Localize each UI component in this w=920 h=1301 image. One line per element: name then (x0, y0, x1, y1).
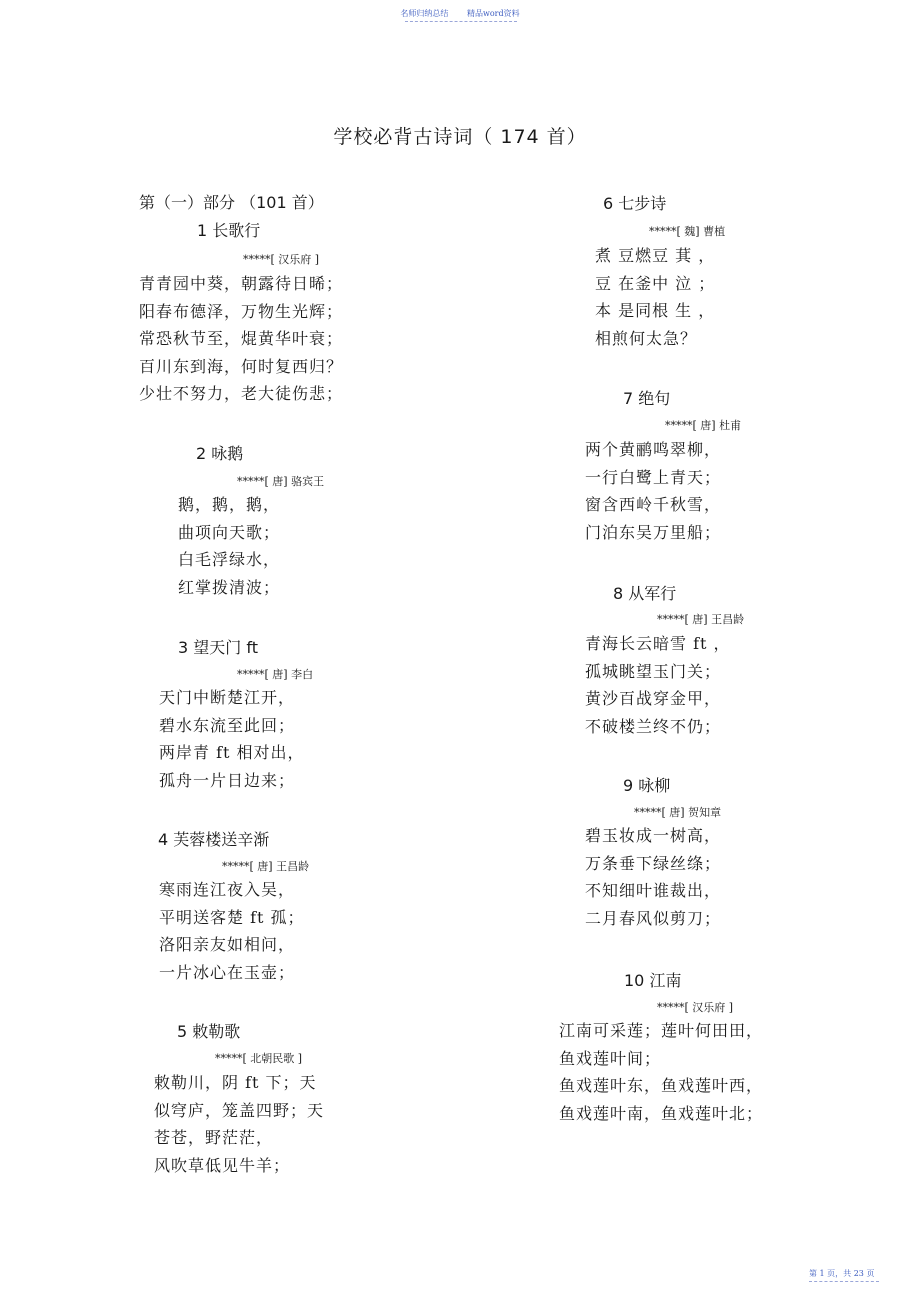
poem-line: 不知细叶谁裁出， (585, 881, 722, 900)
poem-line: 两个黄鹂鸣翠柳， (585, 440, 722, 459)
poem-line: 二月春风似剪刀； (585, 908, 722, 928)
poem-lines (159, 876, 305, 986)
poem-line: 江南可采莲；莲叶何田田， (559, 1021, 764, 1040)
poem-title: 2 咏鹅 (196, 444, 244, 463)
poem-title: 6 七步诗 (603, 194, 667, 213)
poem-line: 白毛浮绿水， (178, 550, 281, 569)
poem-line: 百川东到海，何时复西归？ (139, 356, 344, 376)
header-left-text: 名师归纳总结 (400, 9, 449, 18)
poem-line: 孤舟一片日边来； (159, 770, 296, 790)
poem-lines (559, 1017, 763, 1127)
poem-line: 洛阳亲友如相问， (159, 935, 296, 954)
poem-line: 两岸青 ft 相对出， (159, 743, 305, 762)
page-footer: 第 1 页，共 23 页 (809, 1269, 875, 1278)
poem-title: 1 长歌行 (197, 221, 261, 240)
poem-author: *****[ 唐] 王昌龄 (657, 613, 745, 626)
poem-line: 碧玉妆成一树高， (585, 826, 722, 845)
poem-line: 曲项向天歌； (178, 522, 281, 542)
poem-line: 相煎何太急？ (595, 328, 698, 348)
poem-line: 红掌拨清波； (178, 577, 281, 597)
poem-line: 少壮不努力，老大徒伤悲； (139, 384, 344, 403)
poem-line: 阳春布德泽，万物生光辉； (139, 301, 344, 321)
page-title: 学校必背古诗词（ 174 首） (333, 126, 587, 148)
poem-author: *****[ 北朝民歌 ] (215, 1052, 303, 1065)
poem-title: 4 芙蓉楼送辛渐 (158, 830, 270, 849)
poem-lines (585, 630, 731, 740)
poem-line: 孤城眺望玉门关； (585, 661, 722, 681)
section-title: 第（一）部分 （101 首） (139, 193, 324, 212)
poem-author: *****[ 汉乐府 ] (243, 253, 320, 266)
poem-line: 平明送客楚 ft 孤； (159, 907, 305, 927)
poem-title: 7 绝句 (623, 389, 671, 408)
poem-author: *****[ 汉乐府 ] (657, 1001, 734, 1014)
poem-lines (159, 684, 305, 794)
poem-author: *****[ 唐] 骆宾王 (237, 475, 325, 488)
poem-line: 碧水东流至此回； (159, 715, 296, 735)
poem-line: 鱼戏莲叶南，鱼戏莲叶北； (559, 1103, 764, 1123)
poem-line: 鱼戏莲叶间； (559, 1048, 662, 1068)
poem-title: 9 咏柳 (623, 776, 671, 795)
poem-line: 寒雨连江夜入吴， (159, 880, 296, 899)
header-divider (405, 21, 517, 22)
poem-lines (595, 242, 715, 352)
poem-author: *****[ 唐] 杜甫 (665, 419, 742, 432)
poem-line: 窗含西岭千秋雪， (585, 495, 722, 514)
poem-line: 天门中断楚江开， (159, 688, 296, 707)
poem-title: 5 敕勒歌 (177, 1022, 241, 1041)
footer-divider (809, 1281, 879, 1282)
poem-line: 鱼戏莲叶东，鱼戏莲叶西， (559, 1076, 764, 1095)
poem-line: 门泊东吴万里船； (585, 522, 722, 542)
poem-author: *****[ 唐] 李白 (237, 668, 314, 681)
poem-line: 青海长云暗雪 ft ， (585, 634, 731, 653)
poem-line: 黄沙百战穿金甲， (585, 689, 722, 708)
poem-line: 风吹草低见牛羊； (154, 1155, 291, 1175)
poem-author: *****[ 唐] 贺知章 (634, 806, 722, 819)
poem-title: 10 江南 (624, 971, 682, 990)
poem-lines (585, 436, 721, 546)
poem-line: 一片冰心在玉壶； (159, 962, 296, 982)
poem-author: *****[ 魏] 曹植 (649, 225, 726, 238)
poem-line: 万条垂下绿丝绦； (585, 853, 722, 873)
poem-line: 青青园中葵，朝露待日晞； (139, 274, 344, 293)
poem-title: 3 望天门 ft (178, 638, 258, 657)
poem-line: 不破楼兰终不仍； (585, 716, 722, 736)
poem-lines (178, 491, 280, 601)
poem-line: 一行白鹭上青天； (585, 467, 722, 487)
page-header (0, 8, 920, 19)
poem-title: 8 从军行 (613, 584, 677, 603)
poem-line: 似穹庐，笼盖四野；天 (154, 1100, 325, 1120)
poem-lines (154, 1069, 324, 1179)
poem-author: *****[ 唐] 王昌龄 (222, 860, 310, 873)
poem-line: 鹅，鹅，鹅， (178, 495, 281, 514)
poem-lines (139, 270, 343, 408)
poem-lines (585, 822, 721, 932)
poem-line: 豆 在釜中 泣 ； (595, 273, 716, 293)
poem-line: 苍苍，野茫茫， (154, 1128, 274, 1147)
poem-line: 敕勒川，阴 ft 下；天 (154, 1073, 317, 1092)
poem-line: 本 是同根 生 ， (595, 301, 716, 320)
poem-line: 煮 豆燃豆 萁 ， (595, 246, 716, 265)
header-right-text: 精品word资料 (466, 9, 520, 18)
poem-line: 常恐秋节至，焜黄华叶衰； (139, 329, 344, 348)
